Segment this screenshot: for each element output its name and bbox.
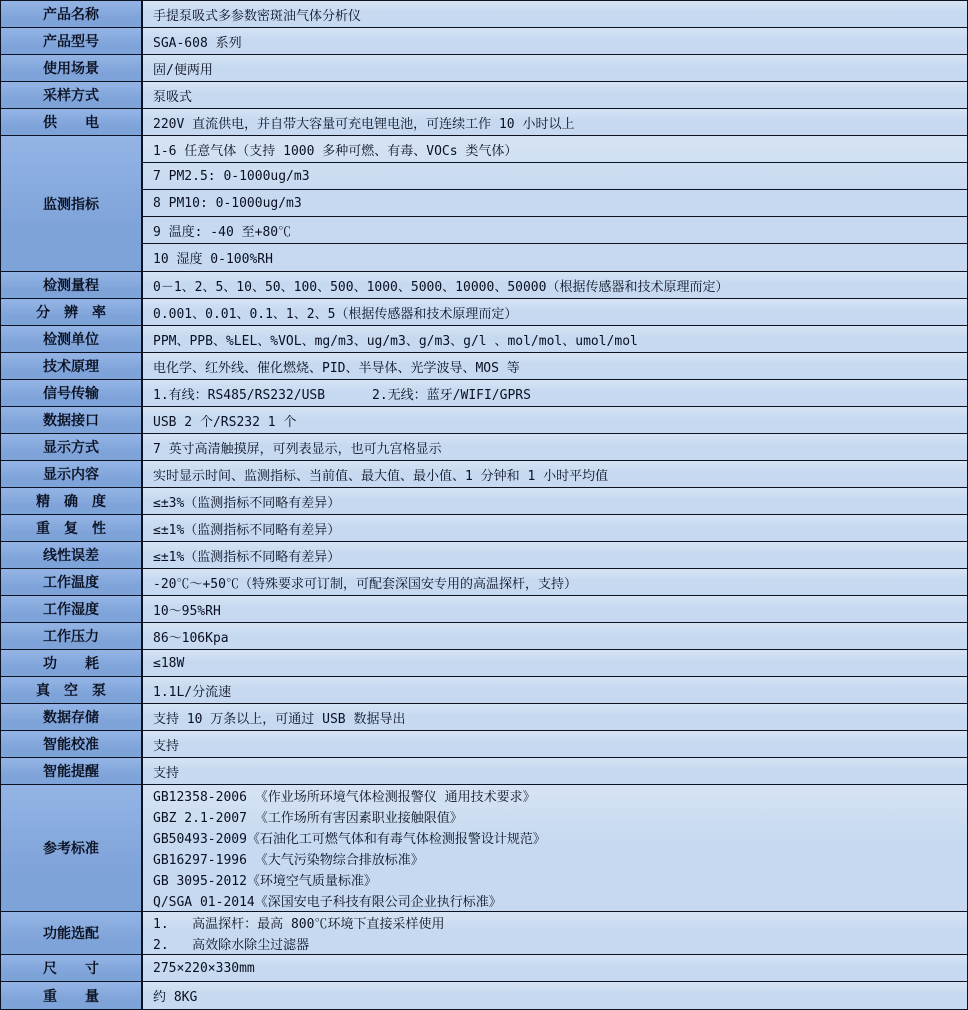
row-label-optional-functions: 功能选配: [1, 912, 143, 954]
row-value-display-content: 实时显示时间、监测指标、当前值、最大值、最小值、1 分钟和 1 小时平均值: [143, 461, 967, 487]
row-value-usage-scene: 固/便两用: [143, 55, 967, 81]
table-row-product-name: [1, 1, 967, 28]
row-label-product-name: 产品名称: [1, 1, 143, 27]
row-label-data-interface: 数据接口: [1, 407, 143, 433]
table-row-display-content: [1, 461, 967, 488]
row-label-monitor-indicators: 监测指标: [1, 136, 143, 271]
row-label-resolution: 分 辨 率: [1, 299, 143, 325]
row-value-detection-unit: PPM、PPB、%LEL、%VOL、mg/m3、ug/m3、g/m3、g/l 、mol/mol、umol/mol: [143, 326, 967, 352]
row-label-working-humidity: 工作湿度: [1, 596, 143, 622]
table-row-reference-standards: [1, 785, 967, 912]
row-label-detection-range: 检测量程: [1, 272, 143, 298]
row-label-signal-transmission: 信号传输: [1, 380, 143, 406]
table-row-working-temperature: [1, 569, 967, 596]
row-value-reference-standards: [143, 785, 967, 911]
row-value-dimensions: 275×220×330mm: [143, 955, 967, 981]
row-value-power-supply: 220V 直流供电，并自带大容量可充电锂电池，可连续工作 10 小时以上: [143, 109, 967, 135]
reference-standard-line: GB50493-2009《石油化工可燃气体和有毒气体检测报警设计规范》: [153, 832, 546, 847]
row-value-product-name: 手提泵吸式多参数密斑油气体分析仪: [143, 1, 967, 27]
optional-function-line: 2. 高效除水除尘过滤器: [153, 938, 310, 953]
row-value-weight: 约 8KG: [143, 982, 967, 1009]
table-row-power-consumption: [1, 650, 967, 677]
table-row-linearity-error: [1, 542, 967, 569]
row-value-sampling-method: 泵吸式: [143, 82, 967, 108]
table-row-detection-range: [1, 272, 967, 299]
monitor-indicator-item: 1-6 任意气体（支持 1000 多种可燃、有毒、VOCs 类气体）: [143, 136, 967, 163]
table-row-accuracy: [1, 488, 967, 515]
reference-standard-line: GB12358-2006 《作业场所环境气体检测报警仪 通用技术要求》: [153, 790, 536, 805]
table-row-optional-functions: [1, 912, 967, 955]
row-label-tech-principle: 技术原理: [1, 353, 143, 379]
row-value-power-consumption: ≤18W: [143, 650, 967, 676]
row-value-working-temperature: -20℃～+50℃（特殊要求可订制，可配套深国安专用的高温探杆，支持）: [143, 569, 967, 595]
table-row-product-model: [1, 28, 967, 55]
row-label-data-storage: 数据存储: [1, 704, 143, 730]
row-label-working-temperature: 工作温度: [1, 569, 143, 595]
row-label-vacuum-pump: 真 空 泵: [1, 677, 143, 703]
table-row-smart-calibration: [1, 731, 967, 758]
row-value-monitor-indicators: [143, 136, 967, 271]
table-row-data-storage: [1, 704, 967, 731]
row-value-resolution: 0.001、0.01、0.1、1、2、5（根据传感器和技术原理而定）: [143, 299, 967, 325]
row-label-weight: 重 量: [1, 982, 143, 1009]
table-row-monitor-indicators: [1, 136, 967, 272]
table-row-data-interface: [1, 407, 967, 434]
row-label-power-supply: 供 电: [1, 109, 143, 135]
row-value-optional-functions: [143, 912, 967, 954]
row-label-accuracy: 精 确 度: [1, 488, 143, 514]
table-row-weight: [1, 982, 967, 1009]
row-label-sampling-method: 采样方式: [1, 82, 143, 108]
row-label-product-model: 产品型号: [1, 28, 143, 54]
row-label-smart-reminder: 智能提醒: [1, 758, 143, 784]
row-value-linearity-error: ≤±1%（监测指标不同略有差异）: [143, 542, 967, 568]
reference-standard-line: GBZ 2.1-2007 《工作场所有害因素职业接触限值》: [153, 811, 463, 826]
table-row-sampling-method: [1, 82, 967, 109]
reference-standard-line: GB 3095-2012《环境空气质量标准》: [153, 874, 377, 889]
monitor-indicator-item: 8 PM10: 0-1000ug/m3: [143, 190, 967, 217]
optional-function-line: 1. 高温探杆：最高 800℃环境下直接采样使用: [153, 917, 445, 932]
row-label-working-pressure: 工作压力: [1, 623, 143, 649]
row-value-product-model: SGA-608 系列: [143, 28, 967, 54]
table-row-usage-scene: [1, 55, 967, 82]
row-value-tech-principle: 电化学、红外线、催化燃烧、PID、半导体、光学波导、MOS 等: [143, 353, 967, 379]
row-label-detection-unit: 检测单位: [1, 326, 143, 352]
table-row-dimensions: [1, 955, 967, 982]
monitor-indicator-item: 7 PM2.5: 0-1000ug/m3: [143, 163, 967, 190]
reference-standard-line: Q/SGA 01-2014《深国安电子科技有限公司企业执行标准》: [153, 895, 502, 910]
table-row-working-humidity: [1, 596, 967, 623]
row-label-linearity-error: 线性误差: [1, 542, 143, 568]
table-row-repeatability: [1, 515, 967, 542]
row-label-dimensions: 尺 寸: [1, 955, 143, 981]
row-value-display-mode: 7 英寸高清触摸屏，可列表显示，也可九宫格显示: [143, 434, 967, 460]
row-label-display-mode: 显示方式: [1, 434, 143, 460]
row-value-detection-range: 0－1、2、5、10、50、100、500、1000、5000、10000、50000（根据传感器和技术原理而定）: [143, 272, 967, 298]
row-value-repeatability: ≤±1%（监测指标不同略有差异）: [143, 515, 967, 541]
row-value-working-pressure: 86～106Kpa: [143, 623, 967, 649]
monitor-indicator-item: 9 温度: -40 至+80℃: [143, 217, 967, 244]
row-value-data-storage: 支持 10 万条以上，可通过 USB 数据导出: [143, 704, 967, 730]
monitor-indicator-item: 10 湿度 0-100%RH: [153, 252, 273, 267]
row-label-reference-standards: 参考标准: [1, 785, 143, 911]
table-row-detection-unit: [1, 326, 967, 353]
table-row-signal-transmission: [1, 380, 967, 407]
row-label-display-content: 显示内容: [1, 461, 143, 487]
row-label-power-consumption: 功 耗: [1, 650, 143, 676]
table-row-smart-reminder: [1, 758, 967, 785]
table-row-display-mode: [1, 434, 967, 461]
row-value-smart-calibration: 支持: [143, 731, 967, 757]
table-row-working-pressure: [1, 623, 967, 650]
row-value-smart-reminder: 支持: [143, 758, 967, 784]
table-row-vacuum-pump: [1, 677, 967, 704]
row-value-accuracy: ≤±3%（监测指标不同略有差异）: [143, 488, 967, 514]
row-value-data-interface: USB 2 个/RS232 1 个: [143, 407, 967, 433]
row-label-repeatability: 重 复 性: [1, 515, 143, 541]
table-row-power-supply: [1, 109, 967, 136]
reference-standard-line: GB16297-1996 《大气污染物综合排放标准》: [153, 853, 424, 868]
row-label-smart-calibration: 智能校准: [1, 731, 143, 757]
row-value-signal-transmission: 1.有线：RS485/RS232/USB 2.无线：蓝牙/WIFI/GPRS: [143, 380, 967, 406]
row-value-working-humidity: 10～95%RH: [143, 596, 967, 622]
table-row-tech-principle: [1, 353, 967, 380]
row-label-usage-scene: 使用场景: [1, 55, 143, 81]
table-row-resolution: [1, 299, 967, 326]
row-value-vacuum-pump: 1.1L/分流速: [143, 677, 967, 703]
